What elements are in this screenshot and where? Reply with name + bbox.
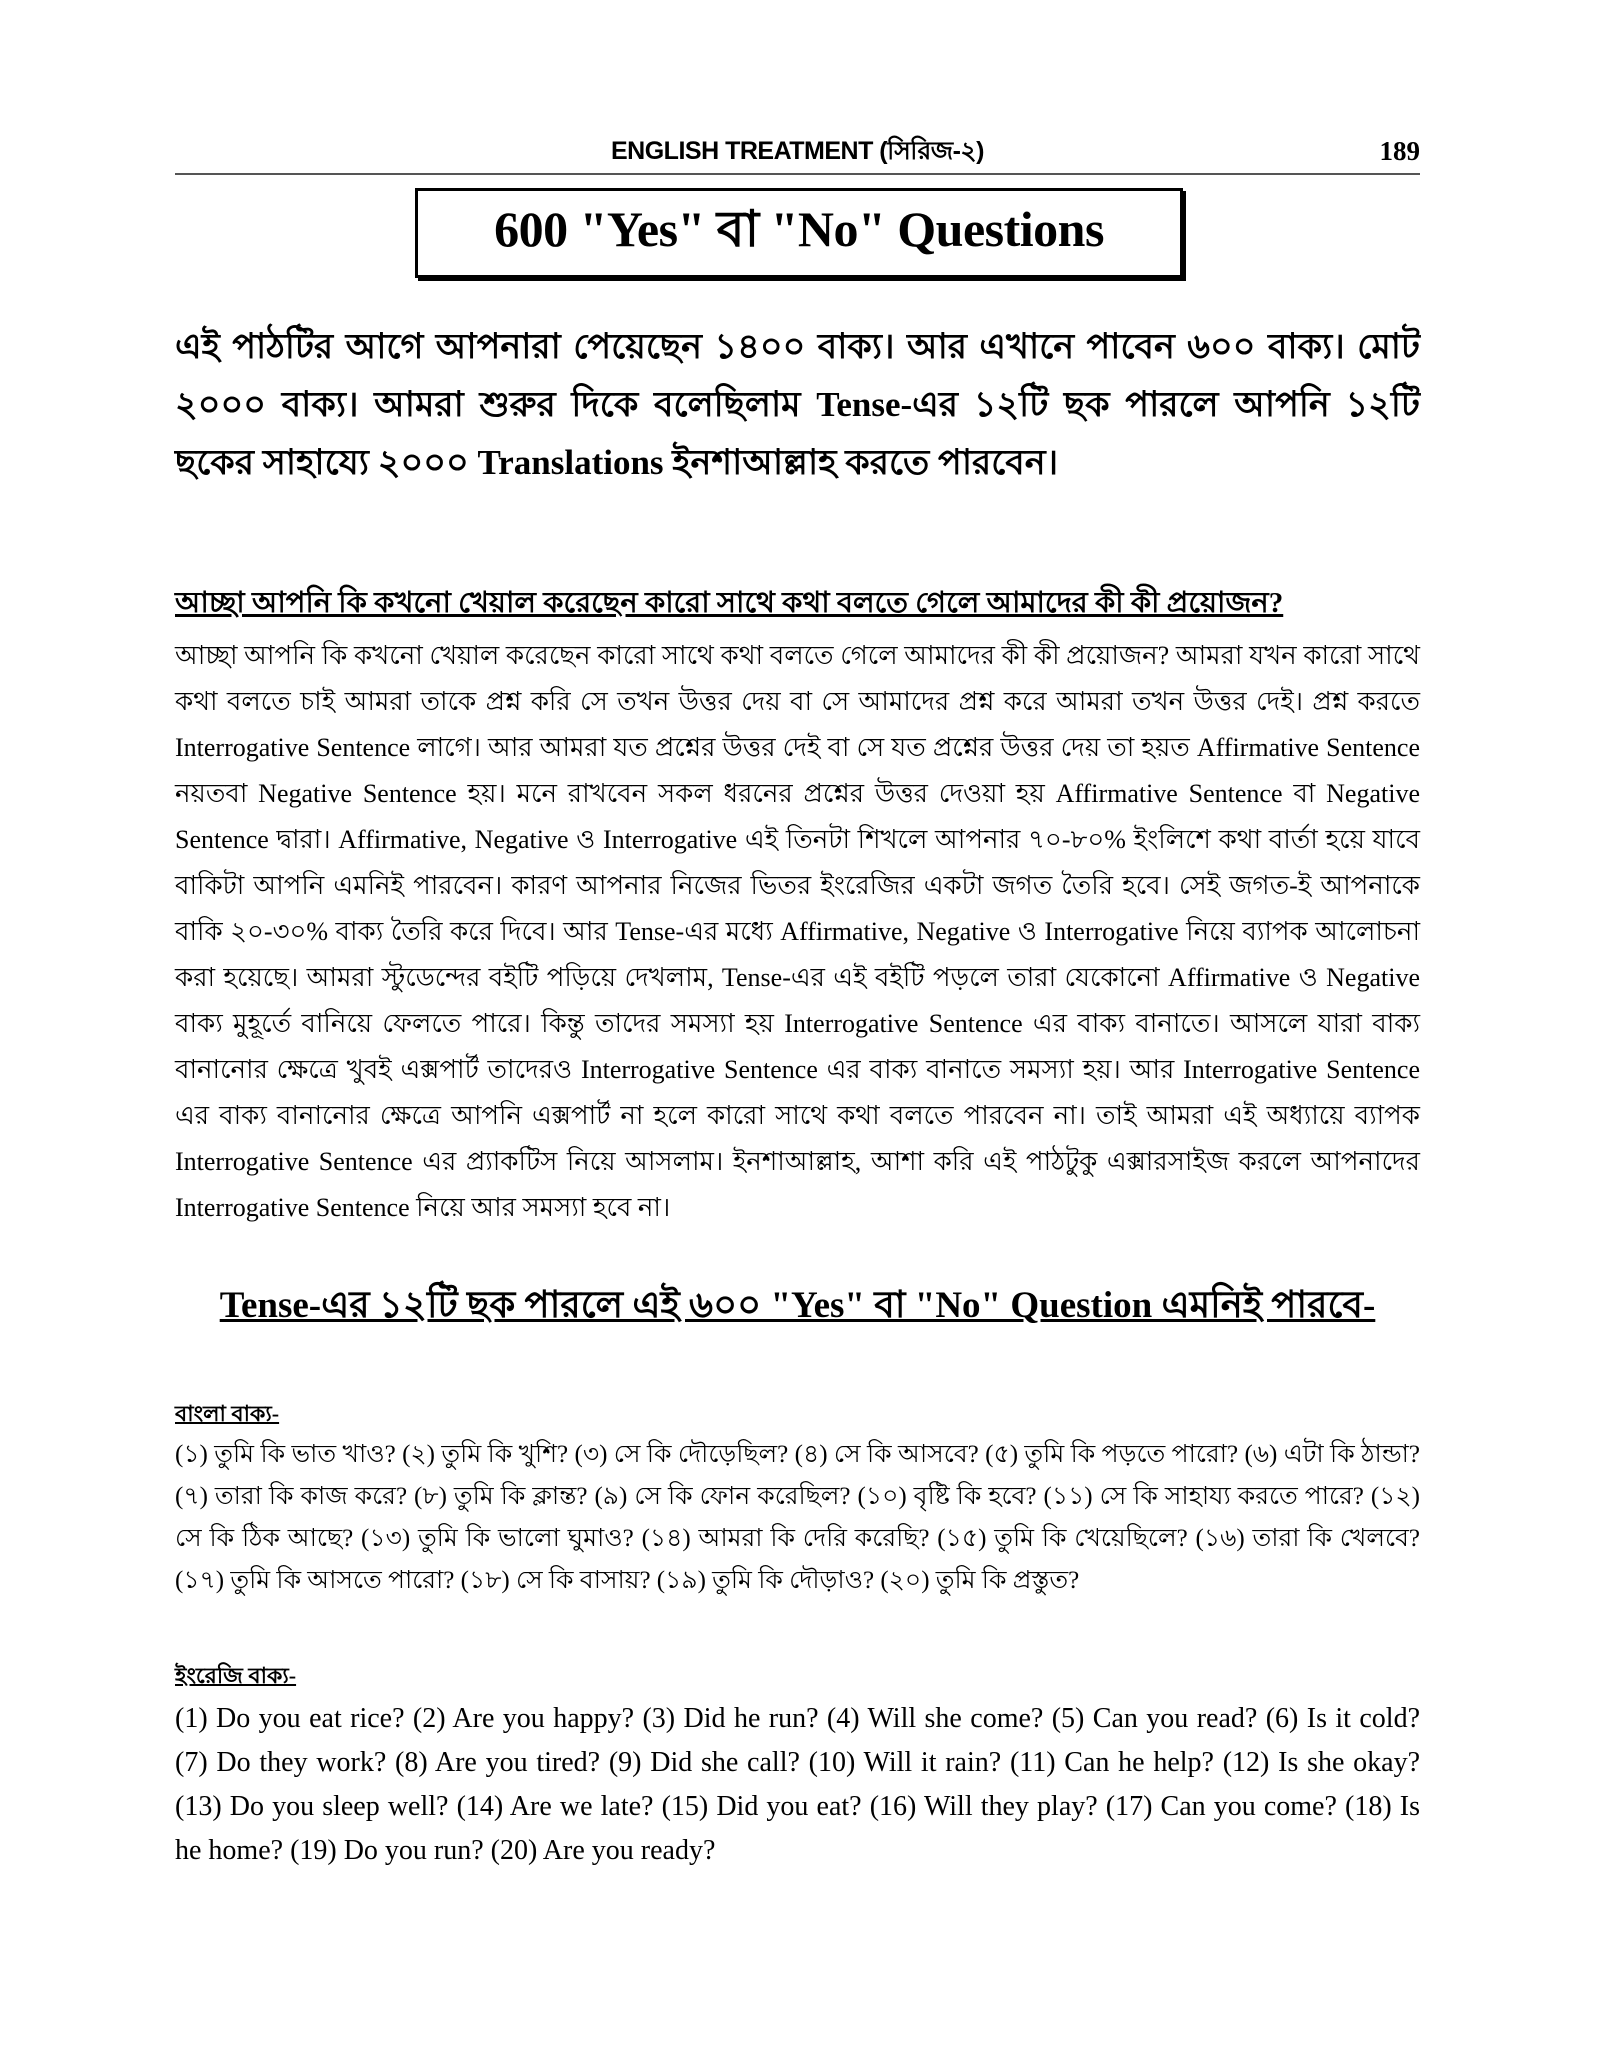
bangla-label: বাংলা বাক্য-	[175, 1401, 280, 1426]
running-title: ENGLISH TREATMENT (সিরিজ-২)	[611, 137, 984, 165]
running-header	[175, 132, 1420, 170]
intro-text: এই পাঠটির আগে আপনারা পেয়েছেন ১৪০০ বাক্য। আর এখানে পাবেন ৬০০ বাক্য। মোট ২০০০ বাক্য। আমরা শুরুর দিকে বলেছিলাম Tense-এর ১২টি ছক পারলে আপনি ১২টি ছকের সাহায্যে ২০০০ Translations ইনশাআল্লাহ করতে পারবেন।	[175, 327, 1420, 482]
intro-paragraph	[175, 318, 1420, 492]
page-title: 600 "Yes" বা "No" Questions	[494, 200, 1104, 257]
title-box	[415, 188, 1183, 278]
section-title	[175, 1282, 1420, 1330]
question-heading: আচ্ছা আপনি কি কখনো খেয়াল করেছেন কারো সাথে কথা বলতে গেলে আমাদের কী কী প্রয়োজন?	[175, 587, 1284, 619]
bangla-sentences: (১) তুমি কি ভাত খাও? (২) তুমি কি খুশি? (৩) সে কি দৌড়েছিল? (৪) সে কি আসবে? (৫) তুমি কি পড়তে পারো? (৬) এটা কি ঠান্ডা? (৭) তারা কি কাজ করে? (৮) তুমি কি ক্লান্ত? (৯) সে কি ফোন করেছিল? (১০) বৃষ্টি কি হবে? (১১) সে কি সাহায্য করতে পারে? (১২) সে কি ঠিক আছে? (১৩) তুমি কি ভালো ঘুমাও? (১৪) আমরা কি দেরি করেছি? (১৫) তুমি কি খেয়েছিলে? (১৬) তারা কি খেলবে? (১৭) তুমি কি আসতে পারো? (১৮) সে কি বাসায়? (১৯) তুমি কি দৌড়াও? (২০) তুমি কি প্রস্তুত?	[175, 1441, 1420, 1594]
english-sentences: (1) Do you eat rice? (2) Are you happy? (3) Did he run? (4) Will she come? (5) Can you read? (6) Is it cold? (7) Do they work? (8) Are you tired? (9) Did she call? (10) Will it rain? (11) Can he help? (12) Is she okay? (13) Do you sleep well? (14) Are we late? (15) Did you eat? (16) Will they play? (17) Can you come? (18) Is he home? (19) Do you run? (20) Are you ready?	[175, 1703, 1420, 1866]
header-rule	[175, 173, 1420, 175]
english-label: ইংরেজি বাক্য-	[175, 1663, 297, 1688]
body-paragraph	[175, 633, 1420, 1231]
body-text: আচ্ছা আপনি কি কখনো খেয়াল করেছেন কারো সাথে কথা বলতে গেলে আমাদের কী কী প্রয়োজন? আমরা যখন কারো সাথে কথা বলতে চাই আমরা তাকে প্রশ্ন করি সে তখন উত্তর দেয় বা সে আমাদের প্রশ্ন করে আমরা তখন উত্তর দেই। প্রশ্ন করতে Interrogative Sentence লাগে। আর আমরা যত প্রশ্নের উত্তর দেই বা সে যত প্রশ্নের উত্তর দেয় তা হয়ত Affirmative Sentence নয়তবা Negative Sentence হয়। মনে রাখবেন সকল ধরনের প্রশ্নের উত্তর দেওয়া হয় Affirmative Sentence বা Negative Sentence দ্বারা। Affirmative, Negative ও Interrogative এই তিনটা শিখলে আপনার ৭০-৮০% ইংলিশে কথা বার্তা হয়ে যাবে বাকিটা আপনি এমনিই পারবেন। কারণ আপনার নিজের ভিতর ইংরেজির একটা জগত তৈরি হবে। সেই জগত-ই আপনাকে বাকি ২০-৩০% বাক্য তৈরি করে দিবে। আর Tense-এর মধ্যে Affirmative, Negative ও Interrogative নিয়ে ব্যাপক আলোচনা করা হয়েছে। আমরা স্টুডেন্দের বইটি পড়িয়ে দেখলাম, Tense-এর এই বইটি পড়লে তারা যেকোনো Affirmative ও Negative বাক্য মুহূর্তে বানিয়ে ফেলতে পারে। কিন্তু তাদের সমস্যা হয় Interrogative Sentence এর বাক্য বানাতে। আসলে যারা বাক্য বানানোর ক্ষেত্রে খুবই এক্সপার্ট তাদেরও Interrogative Sentence এর বাক্য বানাতে সমস্যা হয়। আর Interrogative Sentence এর বাক্য বানানোর ক্ষেত্রে আপনি এক্সপার্ট না হলে কারো সাথে কথা বলতে পারবেন না। তাই আমরা এই অধ্যায়ে ব্যাপক Interrogative Sentence এর প্র্যাকটিস নিয়ে আসলাম। ইনশাআল্লাহ, আশা করি এই পাঠটুকু এক্সারসাইজ করলে আপনাদের Interrogative Sentence নিয়ে আর সমস্যা হবে না।	[175, 641, 1420, 1222]
page-number: 189	[1379, 136, 1420, 166]
section-title-text: Tense-এর ১২টি ছক পারলে এই ৬০০ "Yes" বা "No" Question এমনিই পারবে-	[219, 1285, 1376, 1326]
